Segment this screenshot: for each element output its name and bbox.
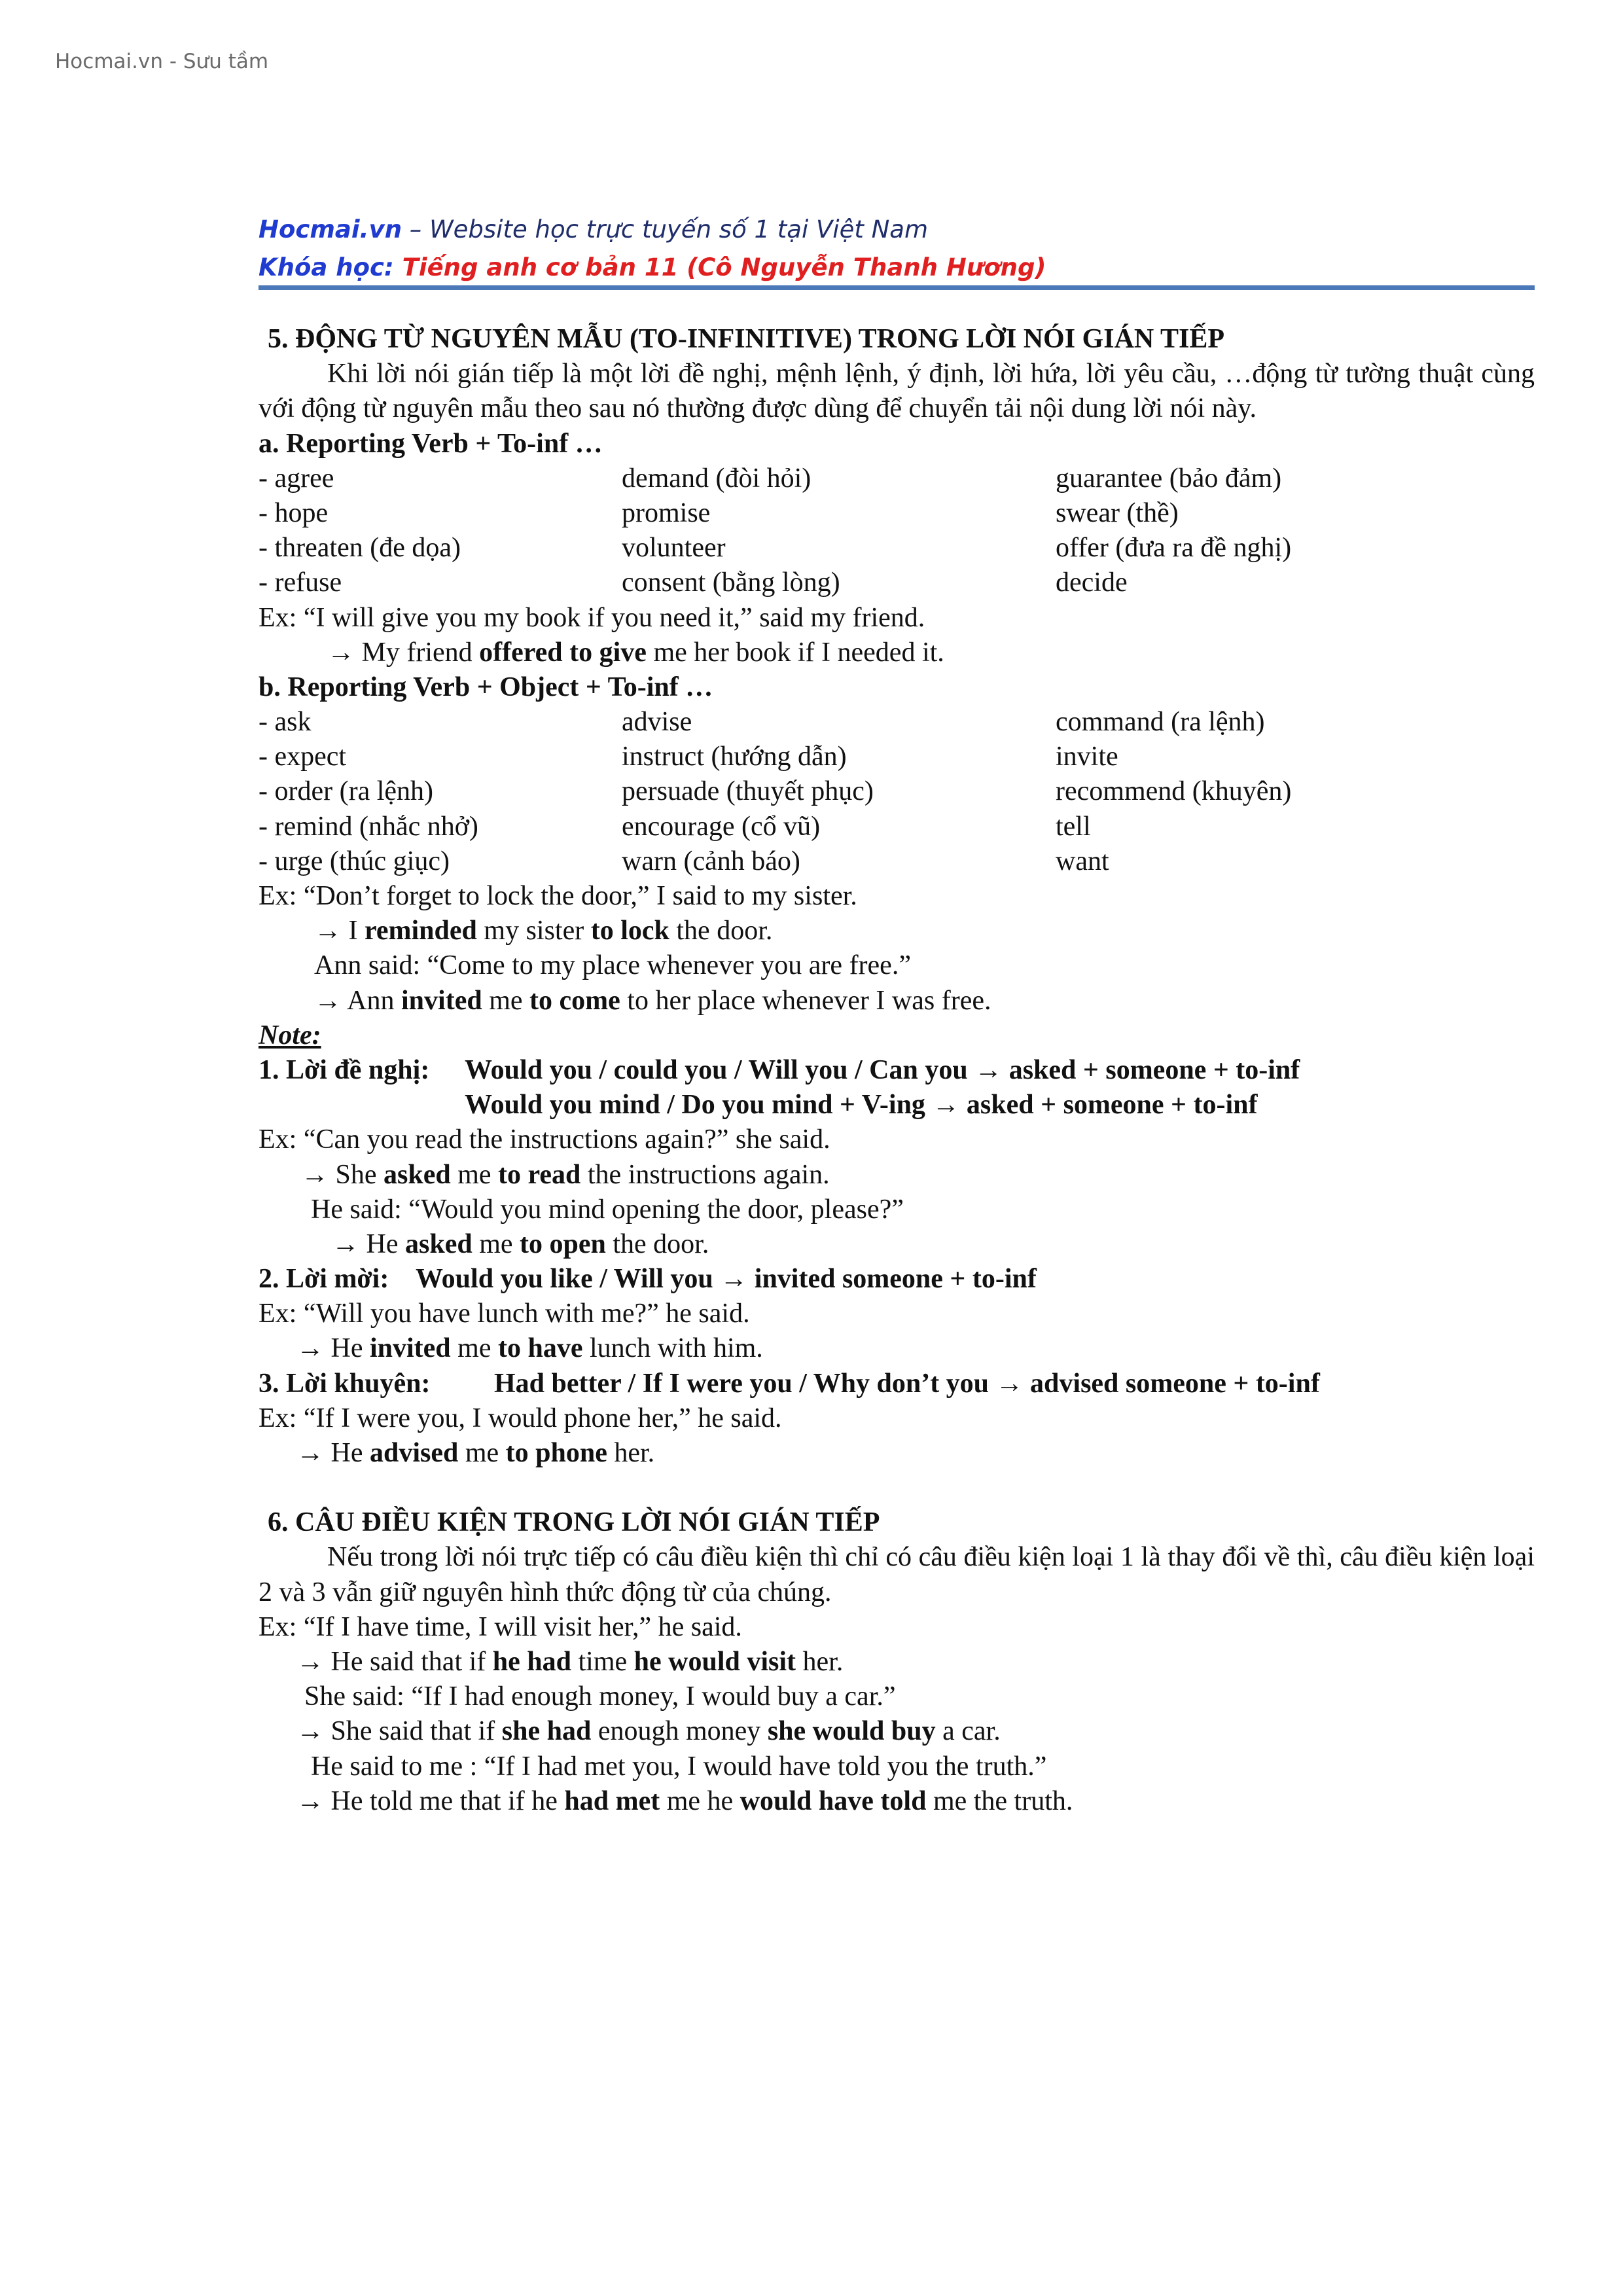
verb-cell: demand (đòi hỏi) [622, 463, 812, 493]
answer-text: the instructions again. [580, 1159, 830, 1190]
verb-table-b [259, 740, 1535, 774]
subsection-b-heading: b. Reporting Verb + Object + To-inf … [259, 672, 713, 702]
example-line: Ex: “I will give you my book if you need it,” said my friend. [259, 602, 925, 633]
verb-cell: swear (thề) [1056, 497, 1179, 528]
verb-table-a [259, 565, 1535, 600]
answer-emphasis: to lock [590, 916, 669, 946]
answer-text: me the truth. [926, 1785, 1073, 1816]
answer-text: → I [314, 916, 365, 946]
verb-cell: recommend (khuyên) [1056, 776, 1292, 807]
example-line: Ex: “If I were you, I would phone her,” he said. [259, 1403, 782, 1433]
verb-table-b [259, 844, 1535, 879]
page-watermark: Hocmai.vn - Sưu tầm [55, 50, 269, 73]
verb-table-b [259, 705, 1535, 740]
note-1-rule-a: Would you / could you / Will you / Can you → asked + someone + to-inf [465, 1054, 1300, 1085]
note-3 [259, 1367, 1535, 1401]
answer-text: lunch with him. [582, 1333, 763, 1364]
answer-emphasis: to read [498, 1159, 581, 1190]
answer-text: me [458, 1438, 506, 1469]
verb-cell: - expect [259, 742, 347, 772]
verb-cell: promise [622, 497, 711, 528]
answer-text: me [482, 985, 530, 1016]
answer-text: the door. [669, 916, 773, 946]
answer-text: → He [332, 1229, 405, 1259]
note-1b [259, 1088, 1535, 1122]
answer-emphasis: asked [383, 1159, 451, 1190]
verb-cell: volunteer [622, 533, 726, 564]
note-3-label: 3. Lời khuyên: [259, 1368, 431, 1399]
answer-line [259, 984, 1535, 1018]
verb-cell: guarantee (bảo đảm) [1056, 463, 1282, 493]
verb-cell: invite [1056, 742, 1118, 772]
verb-cell: command (ra lệnh) [1056, 707, 1265, 738]
answer-line [259, 1227, 1535, 1262]
verb-cell: instruct (hướng dẫn) [622, 742, 847, 772]
note-heading: Note: [259, 1020, 321, 1050]
course-name: Tiếng anh cơ bản 11 (Cô Nguyễn Thanh Hương) [402, 253, 1046, 281]
answer-text: her. [607, 1438, 655, 1469]
note-2-rule: Would you like / Will you → invited someone + to-inf [416, 1264, 1037, 1295]
example-line: She said: “If I had enough money, I would buy a car.” [304, 1681, 896, 1712]
example-line: He said: “Would you mind opening the door, please?” [311, 1194, 904, 1225]
answer-line [259, 914, 1535, 948]
answer-emphasis: offered to give [479, 637, 647, 668]
answer-text: time [571, 1647, 634, 1677]
answer-emphasis: she would buy [767, 1716, 936, 1747]
verb-table-a [259, 531, 1535, 565]
answer-emphasis: to phone [505, 1438, 607, 1469]
header-divider [259, 285, 1535, 290]
answer-emphasis: to open [520, 1229, 606, 1259]
section-6-title: 6. CÂU ĐIỀU KIỆN TRONG LỜI NÓI GIÁN TIẾP [268, 1507, 880, 1538]
answer-text: → He told me that if he [296, 1785, 565, 1816]
section-5-title: 5. ĐỘNG TỪ NGUYÊN MẪU (TO-INFINITIVE) TRONG LỜI NÓI GIÁN TIẾP [268, 324, 1225, 354]
verb-cell: tell [1056, 811, 1091, 842]
verb-cell: persuade (thuyết phục) [622, 776, 874, 807]
answer-emphasis: he would visit [633, 1647, 796, 1677]
course-label: Khóa học: [259, 253, 402, 281]
answer-emphasis: he had [492, 1647, 571, 1677]
example-line: Ex: “Will you have lunch with me?” he said. [259, 1299, 750, 1329]
example-line: Ex: “Can you read the instructions again?” she said. [259, 1124, 830, 1155]
answer-line [259, 1714, 1535, 1749]
verb-cell: - ask [259, 707, 312, 738]
answer-line [259, 1331, 1535, 1366]
answer-text: a car. [935, 1716, 1001, 1747]
note-1-label: 1. Lời đề nghị: [259, 1054, 430, 1085]
example-line: Ex: “Don’t forget to lock the door,” I said to my sister. [259, 881, 857, 912]
site-tagline: – Website học trực tuyến số 1 tại Việt Nam [402, 215, 929, 243]
answer-line [259, 1436, 1535, 1471]
verb-cell: encourage (cổ vũ) [622, 811, 821, 842]
answer-text: → My friend [327, 637, 480, 668]
verb-cell: - order (ra lệnh) [259, 776, 434, 807]
answer-text: her. [796, 1647, 844, 1677]
answer-emphasis: invited [401, 985, 482, 1016]
answer-emphasis: invited [369, 1333, 451, 1364]
answer-text: me he [660, 1785, 740, 1816]
verb-cell: want [1056, 846, 1109, 876]
verb-table-a [259, 496, 1535, 531]
answer-emphasis: reminded [365, 916, 477, 946]
answer-text: enough money [591, 1716, 768, 1747]
subsection-a-heading: a. Reporting Verb + To-inf … [259, 428, 603, 459]
answer-emphasis: she had [501, 1716, 592, 1747]
note-spacer [259, 1088, 465, 1122]
example-line: Ex: “If I have time, I will visit her,” he said. [259, 1611, 742, 1642]
verb-cell: - remind (nhắc nhở) [259, 811, 478, 842]
section-6-intro: Nếu trong lời nói trực tiếp có câu điều kiện thì chỉ có câu điều kiện loại 1 là thay đổi về thì, câu điều kiện loại 2 và 3 vẫn giữ nguyên hình thức động từ của chúng. [259, 1542, 1535, 1607]
answer-text: → He [296, 1333, 370, 1364]
answer-text: to her place whenever I was free. [620, 985, 991, 1016]
verb-cell: - threaten (đe dọa) [259, 533, 461, 564]
answer-text: me her book if I needed it. [646, 637, 944, 668]
note-3-rule: Had better / If I were you / Why don’t you → advised someone + to-inf [494, 1368, 1320, 1399]
answer-line [259, 1645, 1535, 1679]
example-line: He said to me : “If I had met you, I would have told you the truth.” [311, 1751, 1047, 1782]
verb-cell: warn (cảnh báo) [622, 846, 800, 876]
answer-text: → Ann [314, 985, 402, 1016]
answer-text: → He [296, 1438, 370, 1469]
verb-cell: decide [1056, 567, 1128, 598]
verb-cell: offer (đưa ra đề nghị) [1056, 533, 1292, 564]
answer-emphasis: to come [529, 985, 620, 1016]
section-5-intro: Khi lời nói gián tiếp là một lời đề nghị, mệnh lệnh, ý định, lời hứa, lời yêu cầu, …động từ tường thuật cùng với động từ nguyên mẫu theo sau nó thường được dùng để chuyển tải nội dung lời nói này. [259, 359, 1535, 424]
verb-cell: consent (bằng lòng) [622, 567, 840, 598]
verb-cell: advise [622, 707, 692, 738]
answer-text: my sister [476, 916, 591, 946]
answer-emphasis: would have told [740, 1785, 927, 1816]
verb-cell: - agree [259, 463, 334, 493]
verb-table-b [259, 810, 1535, 844]
course-line [259, 249, 1535, 287]
answer-line [259, 1784, 1535, 1819]
answer-text: → He said that if [296, 1647, 493, 1677]
answer-text: the door. [605, 1229, 709, 1259]
answer-text: me [472, 1229, 520, 1259]
answer-text: → She said that if [296, 1716, 502, 1747]
site-line [259, 211, 1535, 249]
answer-emphasis: had met [564, 1785, 660, 1816]
answer-text: → She [301, 1159, 383, 1190]
answer-text: me [450, 1333, 498, 1364]
section-gap [259, 1471, 1535, 1505]
answer-emphasis: to have [497, 1333, 583, 1364]
verb-table-a [259, 461, 1535, 496]
verb-table-b [259, 774, 1535, 809]
note-1-rule-b: Would you mind / Do you mind + V-ing → asked + someone + to-inf [465, 1090, 1258, 1121]
answer-line [259, 1158, 1535, 1193]
note-2 [259, 1262, 1535, 1297]
answer-emphasis: asked [404, 1229, 473, 1259]
document-body [259, 322, 1535, 1819]
verb-cell: - urge (thúc giục) [259, 846, 450, 876]
note-1 [259, 1053, 1535, 1088]
note-2-label: 2. Lời mời: [259, 1264, 389, 1295]
answer-emphasis: advised [369, 1438, 459, 1469]
answer-text: me [450, 1159, 499, 1190]
brand-name: Hocmai.vn [259, 215, 402, 243]
verb-cell: - hope [259, 497, 329, 528]
answer-line [259, 636, 1535, 670]
document-header [259, 211, 1535, 287]
verb-cell: - refuse [259, 567, 342, 598]
example-line: Ann said: “Come to my place whenever you are free.” [314, 950, 911, 981]
